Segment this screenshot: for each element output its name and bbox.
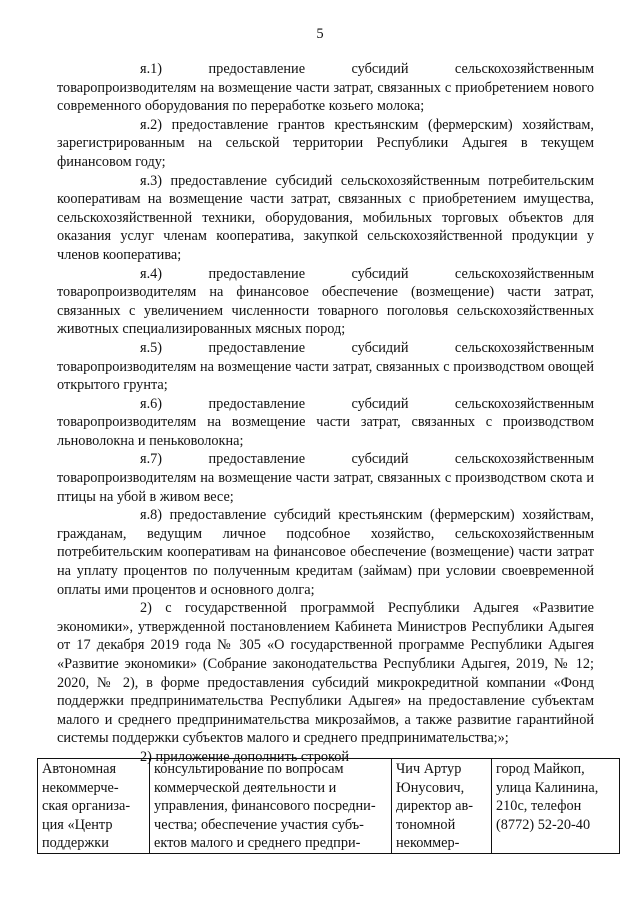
table-row: [38, 759, 620, 854]
cell-line: консультирование по вопросам: [154, 761, 344, 777]
table-cell-organization: [38, 759, 150, 854]
amendment-intro: 2) приложение дополнить строкой: [140, 748, 350, 765]
cell-line: ектов малого и среднего предпри-: [154, 835, 361, 852]
cell-line: управления, финансового посредни-: [154, 798, 376, 815]
cell-line: ция «Центр: [42, 816, 113, 833]
cell-line: Юнусович,: [396, 779, 465, 796]
paragraph: я.3) предоставление субсидий сельскохозяйственным потребительским кооперативам на возмещение части затрат, связанных с приобретением имущества, сельскохозяйственной техники, оборудования, мобильных торговых объектов для оказания услуг членам кооператива, закупкой сельскохозяйственной продукции у членов кооператива;: [57, 172, 594, 263]
page-number: 5: [316, 26, 324, 42]
paragraph: я.5) предоставление субсидий сельскохозяйственным товаропроизводителям на возмещение части затрат, связанных с производством овощей открытого грунта;: [57, 339, 594, 394]
cell-line: поддержки: [42, 835, 109, 852]
cell-line: некоммерче-: [42, 779, 119, 796]
appendix-table: [37, 758, 620, 854]
cell-line: Чич Артур: [396, 761, 462, 777]
cell-line: тономной: [396, 816, 456, 833]
table-cell-address: [492, 759, 620, 854]
cell-line: 210с, телефон: [496, 798, 582, 815]
table-cell-head: [392, 759, 492, 854]
cell-line: город Майкоп,: [496, 761, 585, 777]
cell-line: чества; обеспечение участия субъ-: [154, 816, 364, 833]
paragraph: я.8) предоставление субсидий крестьянским (фермерским) хозяйствам, гражданам, ведущим личное подсобное хозяйство, сельскохозяйственным потребительским кооперативам на финансовое обеспечение (возмещение) части затрат на уплату процентов по полученным кредитам (займам) при условии своевременной оплаты ими процентов и основного долга;: [57, 507, 594, 598]
cell-line: директор ав-: [396, 798, 473, 815]
cell-line: Автономная: [42, 761, 117, 777]
cell-line: ская организа-: [42, 798, 131, 815]
cell-line: (8772) 52-20-40: [496, 816, 591, 833]
cell-line: коммерческой деятельности и: [154, 779, 337, 796]
cell-line: улица Калинина,: [496, 779, 599, 796]
paragraph: я.1) предоставление субсидий сельскохозяйственным товаропроизводителям на возмещение части затрат, связанных с приобретением нового современного оборудования по переработке козьего молока;: [57, 61, 594, 115]
paragraph: я.2) предоставление грантов крестьянским (фермерским) хозяйствам, зарегистрированным на сельской территории Республики Адыгея в текущем финансовом году;: [57, 116, 594, 170]
table-cell-activity: [150, 759, 392, 854]
paragraph: я.6) предоставление субсидий сельскохозяйственным товаропроизводителям на возмещение части затрат, связанных с производством льноволокна и пеньковолокна;: [57, 395, 594, 449]
document-body: [57, 60, 594, 767]
paragraph: я.7) предоставление субсидий сельскохозяйственным товаропроизводителям на возмещение части затрат, связанных с производством скота и птицы на убой в живом весе;: [57, 451, 594, 505]
paragraph: я.4) предоставление субсидий сельскохозяйственным товаропроизводителям на финансовое обеспечение (возмещение) части затрат, связанных с увеличением численности товарного поголовья сельскохозяйственных животных специализированных мясных пород;: [57, 265, 594, 338]
paragraph: 2) с государственной программой Республики Адыгея «Развитие экономики», утвержденной постановлением Кабинета Министров Республики Адыгея от 17 декабря 2019 года № 305 «О государственной программе Республики Адыгея «Развитие экономики» (Собрание законодательства Республики Адыгея, 2019, № 12; 2020, № 2), в форме предоставления субсидий микрокредитной компании «Фонд поддержки предпринимательства Республики Адыгея» на предоставление субъектам малого и среднего предпринимательства микрозаймов, а также развитие гарантийной системы поддержки субъектов малого и среднего предпринимательства;»;: [57, 600, 594, 747]
cell-line: некоммер-: [396, 835, 460, 852]
